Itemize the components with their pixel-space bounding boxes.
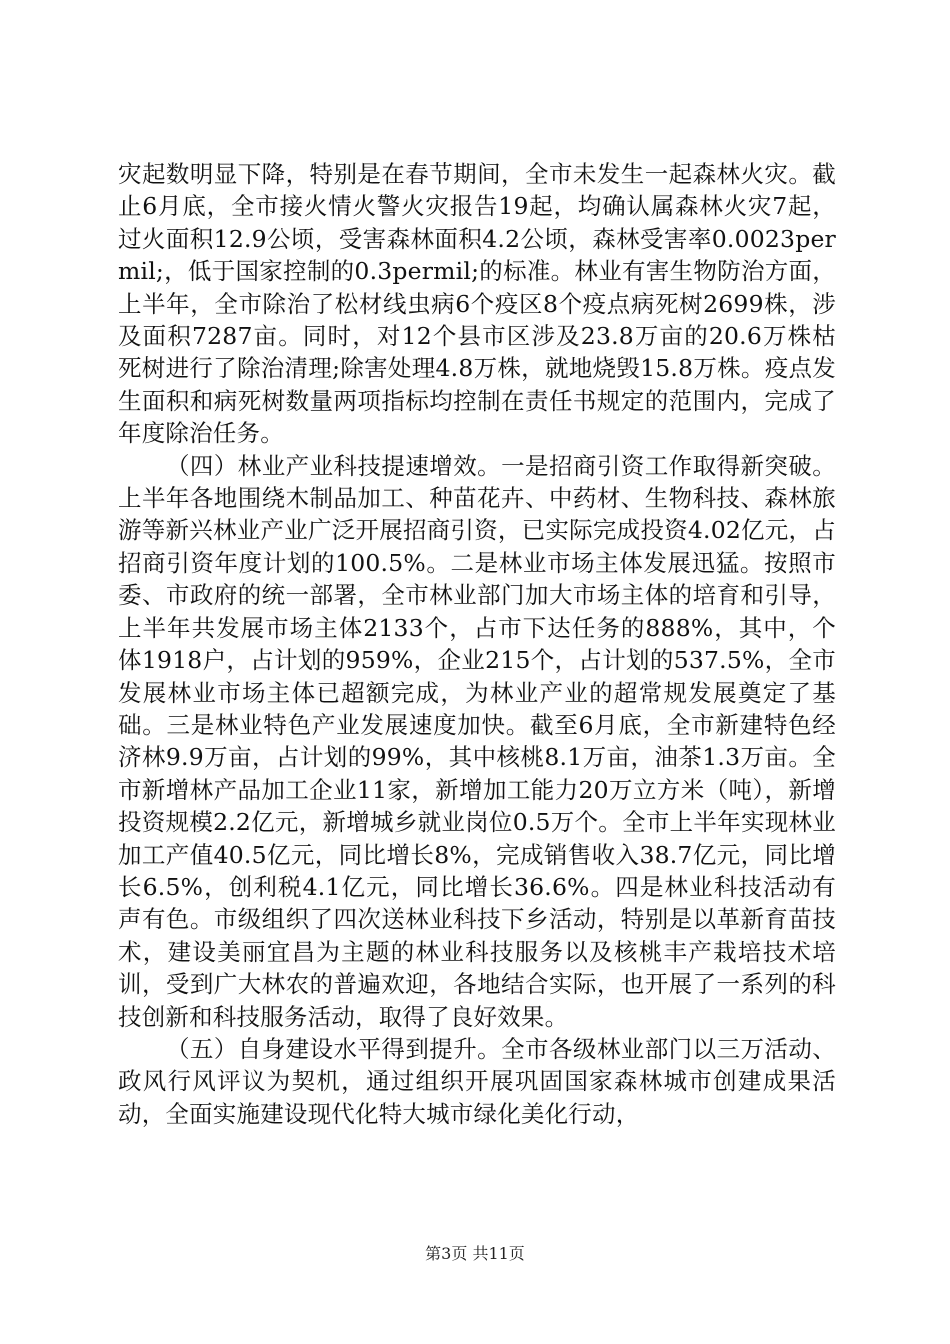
paragraph-industry-and-technology: （四）林业产业科技提速增效。一是招商引资工作取得新突破。上半年各地围绕木制品加工、种苗花卉、中药材、生物科技、森林旅游等新兴林业产业广泛开展招商引资，已实际完成投资4.02亿元，占招商引资年度计划的100.5%。二是林业市场主体发展迅猛。按照市委、市政府的统一部署，全市林业部门加大市场主体的培育和引导，上半年共发展市场主体2133个，占市下达任务的888%，其中，个体1918户，占计划的959%，企业215个，占计划的537.5%，全市发展林业市场主体已超额完成，为林业产业的超常规发展奠定了基础。三是林业特色产业发展速度加快。截至6月底，全市新建特色经济林9.9万亩，占计划的99%，其中核桃8.1万亩，油茶1.3万亩。全市新增林产品加工企业11家，新增加工能力20万立方米（吨），新增投资规模2.2亿元，新增城乡就业岗位0.5万个。全市上半年实现林业加工产值40.5亿元，同比增长8%，完成销售收入38.7亿元，同比增长6.5%，创利税4.1亿元，同比增长36.6%。四是林业科技活动有声有色。市级组织了四次送林业科技下乡活动，特别是以革新育苗技术，建设美丽宜昌为主题的林业科技服务以及核桃丰产栽培技术培训，受到广大林农的普遍欢迎，各地结合实际，也开展了一系列的科技创新和科技服务活动，取得了良好效果。 xyxy=(118,451,836,1031)
paragraph-fire-and-pest-control: 灾起数明显下降，特别是在春节期间，全市未发生一起森林火灾。截止6月底，全市接火情火警火灾报告19起，均确认属森林火灾7起，过火面积12.9公顷，受害森林面积4.2公顷，森林受害率0.0023permil;，低于国家控制的0.3permil;的标准。林业有害生物防治方面，上半年，全市除治了松材线虫病6个疫区8个疫点病死树2699株，涉及面积7287亩。同时，对12个县市区涉及23.8万亩的20.6万株枯死树进行了除治清理;除害处理4.8万株，就地烧毁15.8万株。疫点发生面积和病死树数量两项指标均控制在责任书规定的范围内，完成了年度除治任务。 xyxy=(118,160,836,448)
document-body xyxy=(118,158,836,1130)
page-number-footer: 第3页 共11页 xyxy=(425,1244,525,1263)
paragraph-self-construction: （五）自身建设水平得到提升。全市各级林业部门以三万活动、政风行风评议为契机，通过组织开展巩固国家森林城市创建成果活动，全面实施建设现代化特大城市绿化美化行动， xyxy=(118,1034,836,1128)
